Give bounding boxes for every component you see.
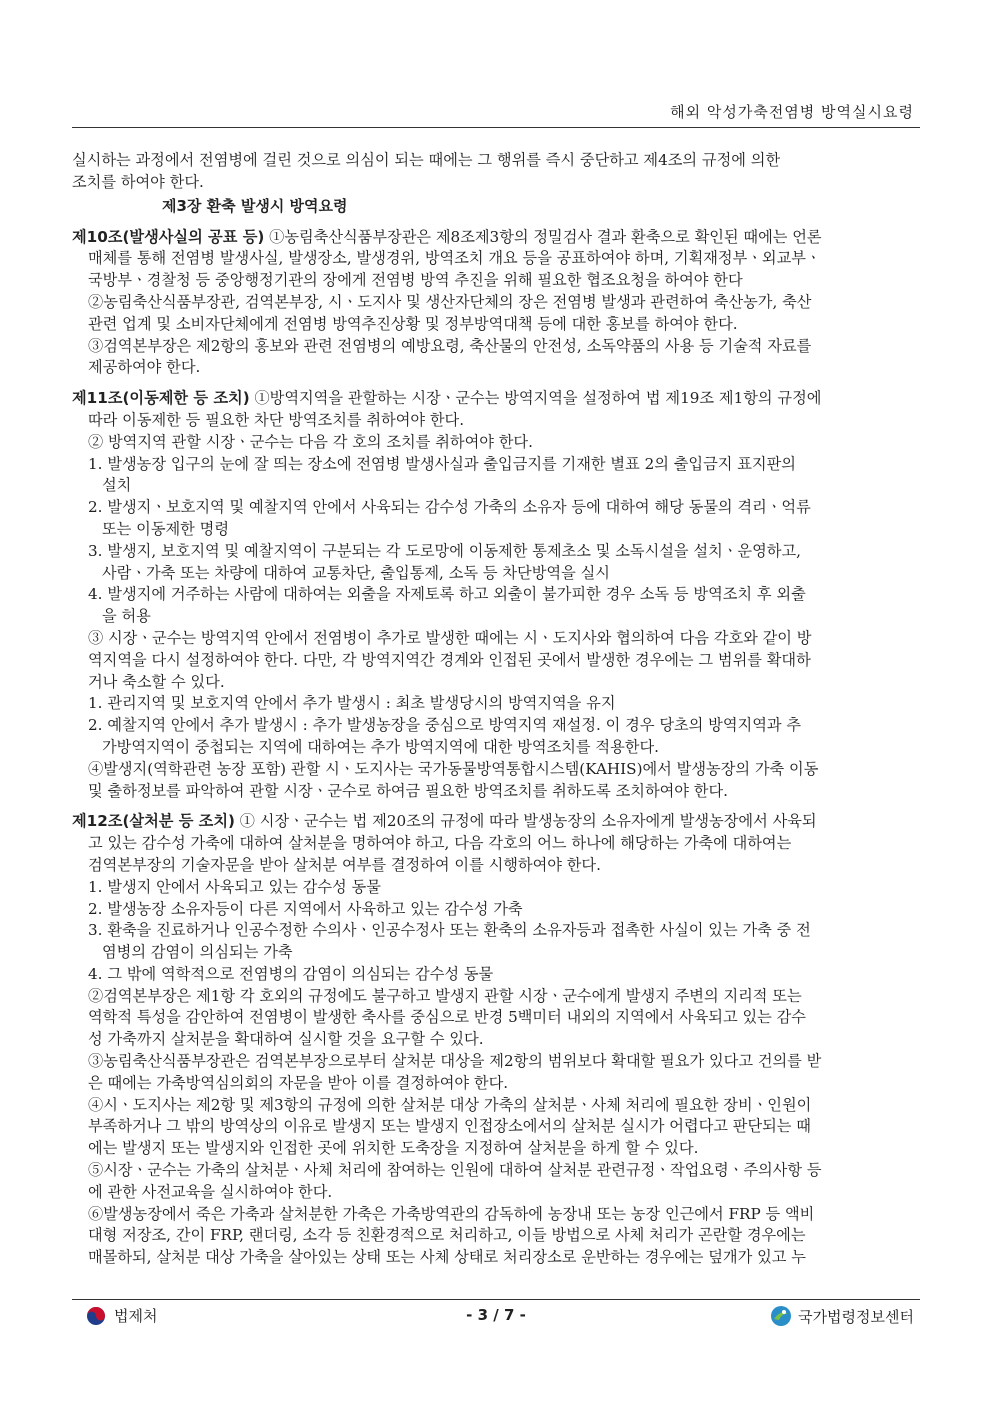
article-11-line: 1. 관리지역 및 보호지역 안에서 추가 발생시 : 최초 발생당시의 방역지역을 유지: [88, 694, 616, 713]
law-center-logo-icon: [770, 1305, 792, 1327]
article-12-line: 은 때에는 가축방역심의회의 자문을 받아 이를 결정하여야 한다.: [88, 1073, 509, 1092]
article-10-line: 국방부ㆍ경찰청 등 중앙행정기관의 장에게 전염병 방역 추진을 위해 필요한 협조요청을 하여야 한다: [88, 271, 743, 290]
article-11-line: 3. 발생지, 보호지역 및 예찰지역이 구분되는 각 도로망에 이동제한 통제초소 및 소독시설을 설치ㆍ운영하고,: [88, 541, 801, 560]
article-12-title: 제12조(살처분 등 조치): [72, 812, 235, 831]
intro-line: 조치를 하여야 한다.: [72, 172, 204, 191]
article-12-line: 제12조(살처분 등 조치) ① 시장ㆍ군수는 법 제20조의 규정에 따라 발생농장의 소유자에게 발생농장에서 사육되: [72, 812, 817, 831]
header-title: 해외 악성가축전염병 방역실시요령: [670, 103, 914, 121]
footer-divider: [72, 1299, 920, 1300]
article-12-line: ⑤시장ㆍ군수는 가축의 살처분ㆍ사체 처리에 참여하는 인원에 대하여 살처분 관련규정ㆍ작업요령ㆍ주의사항 등: [88, 1161, 822, 1180]
article-12-line: 역학적 특성을 감안하여 전염병이 발생한 축사를 중심으로 반경 5백미터 내외의 지역에서 사육되고 있는 감수: [88, 1008, 806, 1027]
article-12-line: 4. 그 밖에 역학적으로 전염병의 감염이 의심되는 감수성 동물: [88, 964, 494, 983]
document-body: [72, 150, 920, 1269]
article-11-line: ② 방역지역 관할 시장ㆍ군수는 다음 각 호의 조치를 취하여야 한다.: [88, 432, 533, 451]
article-12-line: 1. 발생지 안에서 사육되고 있는 감수성 동물: [88, 877, 381, 896]
article-10-line: 제공하여야 한다.: [88, 358, 201, 377]
footer-right-label: 국가법령정보센터: [798, 1307, 914, 1326]
article-10-title: 제10조(발생사실의 공표 등): [72, 227, 265, 246]
article-11-line: 가방역지역이 중첩되는 지역에 대하여는 추가 방역지역에 대한 방역조치를 적용한다.: [102, 737, 659, 756]
article-11-line: 설치: [102, 476, 132, 495]
article-12-line: ③농림축산식품부장관은 검역본부장으로부터 살처분 대상을 제2항의 범위보다 확대할 필요가 있다고 건의를 받: [88, 1052, 822, 1071]
article-10-line: ③검역본부장은 제2항의 홍보와 관련 전염병의 예방요령, 축산물의 안전성, 소독약품의 사용 등 기술적 자료를: [88, 336, 812, 355]
article-12-line: ⑥발생농장에서 죽은 가축과 살처분한 가축은 가축방역관의 감독하에 농장내 또는 농장 인근에서 FRP 등 액비: [88, 1204, 815, 1223]
article-11-line: 2. 발생지ㆍ보호지역 및 예찰지역 안에서 사육되는 감수성 가축의 소유자 등에 대하여 해당 동물의 격리ㆍ억류: [88, 498, 811, 517]
article-11-line: 을 허용: [102, 607, 151, 626]
article-12-line: 부족하거나 그 밖의 방역상의 이유로 발생지 또는 발생지 인접장소에서의 살처분 실시가 어렵다고 판단되는 때: [88, 1117, 811, 1136]
article-10-line: 관련 업계 및 소비자단체에게 전염병 방역추진상황 및 정부방역대책 등에 대한 홍보를 하여야 한다.: [88, 314, 738, 333]
article-12-line: 매몰하되, 살처분 대상 가축을 살아있는 상태 또는 사체 상태로 처리장소로 운반하는 경우에는 덮개가 있고 누: [88, 1248, 806, 1267]
article-11-line: 2. 예찰지역 안에서 추가 발생시 : 추가 발생농장을 중심으로 방역지역 재설정. 이 경우 당초의 방역지역과 추: [88, 716, 802, 735]
article-11-line: ④발생지(역학관련 농장 포함) 관할 시ㆍ도지사는 국가동물방역통합시스템(KAHIS)에서 발생농장의 가축 이동: [88, 759, 819, 778]
header-divider: [72, 127, 920, 128]
article-11-line: 제11조(이동제한 등 조치) ①방역지역을 관할하는 시장ㆍ군수는 방역지역을 설정하여 법 제19조 제1항의 규정에: [72, 389, 822, 408]
article-11-line: 역지역을 다시 설정하여야 한다. 다만, 각 방역지역간 경계와 인접된 곳에서 발생한 경우에는 그 범위를 확대하: [88, 650, 811, 669]
article-12-line: ②검역본부장은 제1항 각 호외의 규정에도 불구하고 발생지 관할 시장ㆍ군수에게 발생지 주변의 지리적 또는: [88, 986, 802, 1005]
article-11-line: 사람ㆍ가축 또는 차량에 대하여 교통차단, 출입통제, 소독 등 차단방역을 실시: [102, 563, 610, 582]
article-12-line: 성 가축까지 살처분을 확대하여 실시할 것을 요구할 수 있다.: [88, 1030, 484, 1049]
article-11-line: 및 출하정보를 파악하여 관할 시장ㆍ군수로 하여금 필요한 방역조치를 취하도록 조치하여야 한다.: [88, 781, 728, 800]
article-11-line: 거나 축소할 수 있다.: [88, 672, 225, 691]
article-12-line: ④시ㆍ도지사는 제2항 및 제3항의 규정에 의한 살처분 대상 가축의 살처분ㆍ사체 처리에 필요한 장비ㆍ인원이: [88, 1095, 812, 1114]
footer-right: [770, 1305, 914, 1327]
article-12-line: 고 있는 감수성 가축에 대하여 살처분을 명하여야 하고, 다음 각호의 어느 하나에 해당하는 가축에 대하여는: [88, 834, 792, 853]
article-11-line: ③ 시장ㆍ군수는 방역지역 안에서 전염병이 추가로 발생한 때에는 시ㆍ도지사와 협의하여 다음 각호와 같이 방: [88, 628, 812, 647]
article-11-line: 1. 발생농장 입구의 눈에 잘 띄는 장소에 전염병 발생사실과 출입금지를 기재한 별표 2의 출입금지 표지판의: [88, 454, 796, 473]
article-10-line: 매체를 통해 전염병 발생사실, 발생장소, 발생경위, 방역조치 개요 등을 공표하여야 하며, 기획재정부ㆍ외교부ㆍ: [88, 249, 821, 268]
article-12-line: 2. 발생농장 소유자등이 다른 지역에서 사육하고 있는 감수성 가축: [88, 899, 523, 918]
footer: [72, 1305, 920, 1331]
article-11-line: 따라 이동제한 등 필요한 차단 방역조치를 취하여야 한다.: [88, 410, 465, 429]
article-11-title: 제11조(이동제한 등 조치): [72, 389, 250, 408]
article-11-line: 4. 발생지에 거주하는 사람에 대하여는 외출을 자제토록 하고 외출이 불가피한 경우 소독 등 방역조치 후 외출: [88, 585, 806, 604]
article-12-line: 대형 저장조, 간이 FRP, 랜더링, 소각 등 친환경적으로 처리하고, 이들 방법으로 사체 처리가 곤란할 경우에는: [88, 1226, 806, 1245]
article-12-line: 검역본부장의 기술자문을 받아 살처분 여부를 결정하여 이를 시행하여야 한다.: [88, 855, 601, 874]
article-12-line: 3. 환축을 진료하거나 인공수정한 수의사ㆍ인공수정사 또는 환축의 소유자등과 접촉한 사실이 있는 가축 중 전: [88, 921, 811, 940]
article-11-line: 또는 이동제한 명령: [102, 519, 230, 538]
article-12-line: 에 관한 사전교육을 실시하여야 한다.: [88, 1182, 333, 1201]
article-12-line: 염병의 감염이 의심되는 가축: [102, 943, 293, 962]
article-12-line: 에는 발생지 또는 발생지와 인접한 곳에 위치한 도축장을 지정하여 살처분을 하게 할 수 있다.: [88, 1139, 699, 1158]
chapter-heading: 제3장 환축 발생시 방역요령: [162, 196, 348, 215]
page-number: - 3 / 7 -: [466, 1306, 526, 1324]
article-10-line: ②농림축산식품부장관, 검역본부장, 시ㆍ도지사 및 생산자단체의 장은 전염병 발생과 관련하여 축산농가, 축산: [88, 292, 812, 311]
article-10-line: 제10조(발생사실의 공표 등) ①농림축산식품부장관은 제8조제3항의 정밀검사 결과 환축으로 확인된 때에는 언론: [72, 227, 822, 246]
intro-line: 실시하는 과정에서 전염병에 걸린 것으로 의심이 되는 때에는 그 행위를 즉시 중단하고 제4조의 규정에 의한: [72, 151, 781, 169]
footer-left-label: 법제처: [114, 1307, 158, 1325]
